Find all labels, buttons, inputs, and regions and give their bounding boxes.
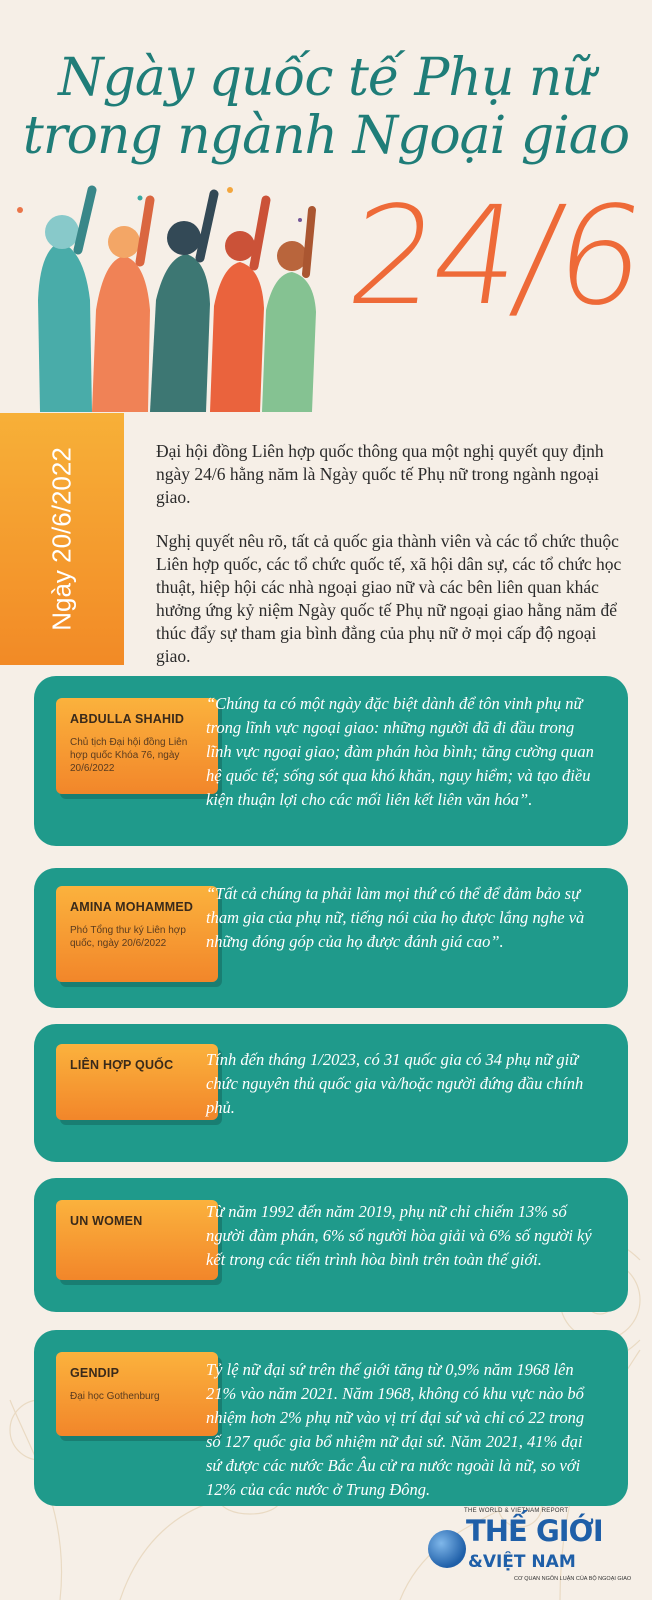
speaker-tag [56, 698, 218, 794]
the-gioi-viet-nam-logo [428, 1508, 638, 1588]
logo-line-2: &VIỆT NAM [468, 1552, 576, 1572]
speaker-role: Chủ tịch Đại hội đồng Liên hợp quốc Khóa 76, ngày 20/6/2022 [70, 737, 188, 774]
speaker-name: GENDIP [70, 1366, 120, 1380]
quote-text: “Tất cả chúng ta phải làm mọi thứ có thể để đảm bảo sự tham gia của phụ nữ, tiếng nói của họ được lắng nghe và những đóng góp của họ được đánh giá cao”. [206, 884, 585, 951]
women-illustration [0, 180, 360, 412]
speaker-name: LIÊN HỢP QUỐC [70, 1058, 174, 1072]
logo-subtitle: CƠ QUAN NGÔN LUẬN CỦA BỘ NGOẠI GIAO [514, 1576, 632, 1582]
date-headline: 24/6 [339, 178, 651, 336]
quote-card-un-women [34, 1178, 628, 1312]
speaker-name: ABDULLA SHAHID [70, 712, 185, 726]
intro-paragraph-1: Đại hội đồng Liên hợp quốc thông qua một nghị quyết quy định ngày 24/6 hằng năm là Ngày quốc tế Phụ nữ trong ngành ngoại giao. [156, 441, 604, 507]
quote-card-abdulla-shahid [34, 676, 628, 846]
date-side-bar [0, 413, 124, 665]
quote-text: Tỷ lệ nữ đại sứ trên thế giới tăng từ 0,9% năm 1968 lên 21% vào năm 2021. Năm 1968, không có khu vực nào bổ nhiệm hơn 2% phụ nữ vào vị trí đại sứ và chỉ có 22 trong số 127 quốc gia bổ nhiệm nữ đại sứ. Năm 2021, 41% đại sứ được các nước Bắc Âu cử ra nước ngoài là nữ, so với 12% của các nước ở Trung Đông. [206, 1360, 585, 1499]
quote-card-lien-hop-quoc [34, 1024, 628, 1162]
date-label: Ngày 20/6/2022 [46, 447, 77, 631]
speaker-tag [56, 1352, 218, 1436]
speaker-tag [56, 1200, 218, 1280]
speaker-tag [56, 1044, 218, 1120]
globe-icon [428, 1530, 466, 1568]
quote-text: Từ năm 1992 đến năm 2019, phụ nữ chỉ chiếm 13% số người đàm phán, 6% số người hòa giải và 6% số người ký kết trong các tiến trình hòa bình trên toàn thế giới. [206, 1202, 592, 1269]
quote-card-gendip [34, 1330, 628, 1506]
speaker-name: AMINA MOHAMMED [70, 900, 194, 914]
title-line-1: Ngày quốc tế Phụ nữ [58, 48, 594, 108]
logo-line-1: THẾ GIỚI [466, 1514, 603, 1548]
speaker-role: Đại học Gothenburg [70, 1391, 160, 1402]
title-line-2: trong ngành Ngoại giao [22, 106, 630, 166]
quote-card-amina-mohammed [34, 868, 628, 1008]
speaker-name: UN WOMEN [70, 1214, 143, 1228]
quote-text: Tính đến tháng 1/2023, có 31 quốc gia có 34 phụ nữ giữ chức nguyên thủ quốc gia và/hoặc người đứng đầu chính phủ. [206, 1050, 584, 1117]
logo-kicker: THE WORLD & VIETNAM REPORT [464, 1508, 569, 1514]
speaker-role: Phó Tổng thư ký Liên hợp quốc, ngày 20/6/2022 [70, 925, 186, 949]
quote-text: “Chúng ta có một ngày đặc biệt dành để tôn vinh phụ nữ trong lĩnh vực ngoại giao: những người đã đi đầu trong lĩnh vực ngoại giao; đàm phán hòa bình; tăng cường quan hệ quốc tế; sống sót qua khó khăn, nguy hiểm; và tạo điều kiện thuận lợi cho các mối liên kết liên văn hóa”. [206, 694, 594, 809]
intro-paragraph-2: Nghị quyết nêu rõ, tất cả quốc gia thành viên và các tổ chức thuộc Liên hợp quốc, các tổ chức quốc tế, xã hội dân sự, các tổ chức học thuật, hiệp hội các nhà ngoại giao nữ và các bên liên quan khác hưởng ứng kỷ niệm Ngày quốc tế Phụ nữ ngoại giao hằng năm để thúc đẩy sự tham gia bình đẳng của phụ nữ ở mọi cấp độ ngoại giao. [156, 531, 622, 666]
intro-text [156, 440, 626, 689]
speaker-tag [56, 886, 218, 982]
